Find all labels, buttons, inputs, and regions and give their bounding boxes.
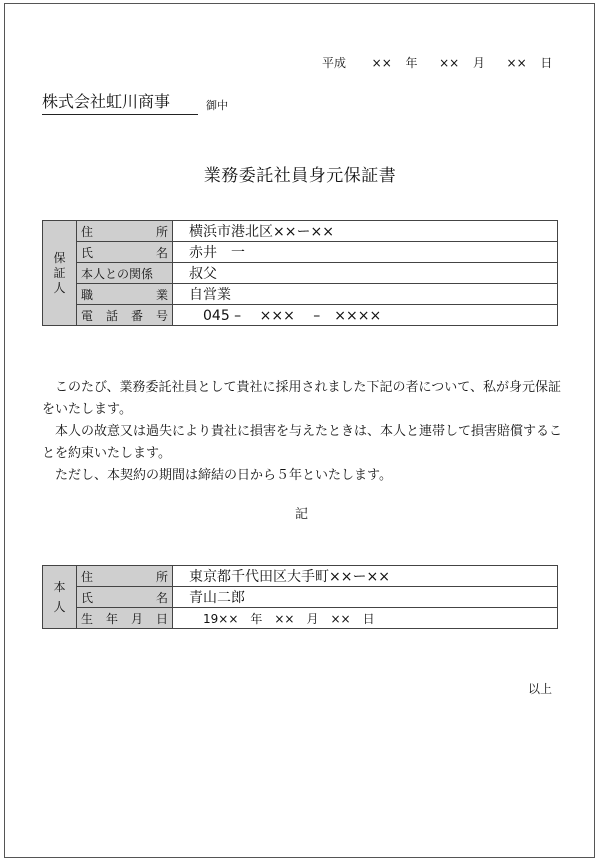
document-title: 業務委託社員身元保証書 (203, 166, 397, 186)
body-paragraph-2: 本人の故意又は過失により貴社に損害を与えたときは、本人と連帯して損害賠償することを約束いたします。 (42, 424, 563, 461)
date-year-unit: 年 (405, 56, 418, 70)
guarantor-name-value: 赤井 一 (173, 242, 558, 263)
guarantor-relation-value: 叔父 (173, 263, 558, 284)
principal-side-label: 本 人 (43, 566, 77, 629)
guarantor-name-label: 氏 名 (77, 242, 173, 263)
guarantor-relation-label: 本人との関係 (77, 263, 173, 284)
addressee-honorific: 御中 (206, 99, 228, 112)
body-paragraph-3: ただし、本契約の期間は締結の日から５年といたします。 (42, 468, 392, 483)
guarantor-address-label: 住 所 (77, 221, 173, 242)
closing-ijou: 以上 (528, 682, 553, 696)
guarantor-phone-value: 045 – ××× – ×××× (173, 305, 558, 326)
addressee-company: 株式会社虹川商事 (42, 89, 198, 115)
date-day-unit: 日 (540, 56, 553, 70)
guarantor-phone-label: 電 話 番 号 (77, 305, 173, 326)
principal-table (42, 565, 558, 629)
date-day: ×× (506, 56, 527, 70)
date-line (322, 54, 552, 71)
date-month-unit: 月 (472, 56, 485, 70)
guarantor-table (42, 220, 558, 326)
date-month: ×× (439, 56, 460, 70)
guarantor-address-value: 横浜市港北区××ー×× (173, 221, 558, 242)
ki-heading: 記 (295, 507, 309, 522)
principal-address-label: 住 所 (77, 566, 173, 587)
principal-address-value: 東京都千代田区大手町××ー×× (173, 566, 558, 587)
date-year: ×× (371, 56, 392, 70)
principal-birthdate-label: 生 年 月 日 (77, 608, 173, 629)
body-paragraph-1: このたび、業務委託社員として貴社に採用されました下記の者について、私が身元保証をいたします。 (42, 380, 561, 417)
guarantor-side-label: 保 証 人 (43, 221, 77, 326)
principal-name-label: 氏 名 (77, 587, 173, 608)
date-era: 平成 (322, 56, 347, 70)
body-text (42, 377, 562, 487)
guarantor-occupation-label: 職 業 (77, 284, 173, 305)
guarantor-occupation-value: 自営業 (173, 284, 558, 305)
principal-birthdate-value: 19×× 年 ×× 月 ×× 日 (173, 608, 558, 629)
principal-name-value: 青山二郎 (173, 587, 558, 608)
